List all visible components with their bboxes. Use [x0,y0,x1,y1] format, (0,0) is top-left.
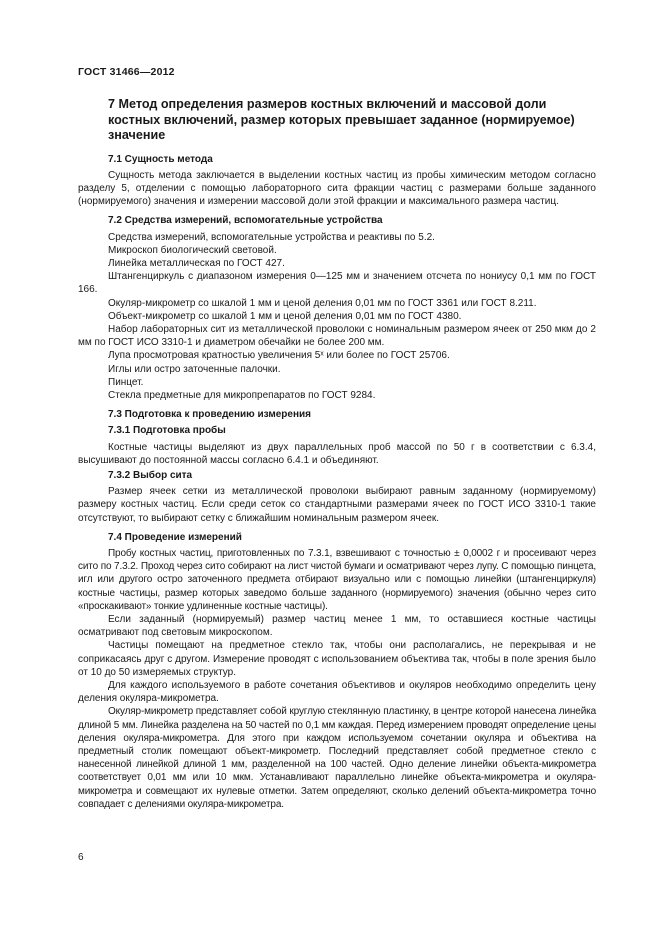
paragraph: Сущность метода заключается в выделении костных частиц из пробы химическим методом согласно разделу 5, отделении с помощью лабораторного сита фракции частиц с размерами больше заданного (нормируемого) значения и измерении массовой доли этой фракции и максимального размера частиц. [78,169,596,208]
heading-7-3-2: 7.3.2 Выбор сита [108,469,193,481]
heading-7-3: 7.3 Подготовка к проведению измерения [108,409,312,421]
paragraph: Костные частицы выделяют из двух параллельных проб массой по 50 г в соответствии с 6.3.4, высушивают до постоянной массы согласно 6.4.1 и объединяют. [78,441,596,466]
heading-7-1: 7.1 Сущность метода [108,153,213,165]
list-item: Лупа просмотровая кратностью увеличения 5ˣ или более по ГОСТ 25706. [108,350,450,362]
paragraph: Для каждого используемого в работе сочетания объективов и окуляров необходимо определить цену деления окуляра-микрометра. [78,680,596,705]
list-item: Иглы или остро заточенные палочки. [108,363,281,375]
list-item: Стекла предметные для микропрепаратов по ГОСТ 9284. [108,389,376,401]
list-item: Пинцет. [108,376,144,388]
heading-7-2: 7.2 Средства измерений, вспомогательные устройства [108,215,383,227]
paragraph: Окуляр-микрометр представляет собой круглую стеклянную пластинку, в центре которой нанесена линейка длиной 5 мм. Линейка разделена на 50 частей по 0,1 мм каждая. Перед измерением проводят определение цены деления окуляра-микрометра. Для этого при каждом используемом сочетании окуляра и объектива на предметный столик помещают объект-микрометр. Последний представляет собой предметное стекло с нанесенной линейкой длиной 1 мм, разделенной на 100 частей. Одно деление линейки объекта-микрометра соответствует 0,01 мм или 10 мкм. Устанавливают параллельно линейке объекта-микрометра и окуляра-микрометра и совмещают их нулевые отметки. Затем определяют, сколько делений объекта-микрометра точно совпадает с делениями окуляра-микрометра. [78,706,596,810]
paragraph: Частицы помещают на предметное стекло так, чтобы они располагались, не перекрывая и не соприкасаясь друг с другом. Измерение проводят с использованием объектива так, чтобы в поле зрения было от 10 до 50 измеряемых структур. [78,640,596,678]
document-id: ГОСТ 31466—2012 [78,66,175,78]
paragraph: Размер ячеек сетки из металлической проволоки выбирают равным заданному (нормируемому) размеру костных частиц. Если среди сеток со стандартными размерами ячеек по ГОСТ ИСО 3310-1 такие отсутствуют, то выбирают сетку с ближайшим номинальным размером ячеек. [78,486,596,524]
list-item: Микроскоп биологический световой. [108,244,277,256]
heading-7-4: 7.4 Проведение измерений [108,531,242,543]
page-content [78,97,596,811]
heading-7-3-1: 7.3.1 Подготовка пробы [108,425,226,437]
list-item: Набор лабораторных сит из металлической проволоки с номинальным размером ячеек от 250 мкм до 2 мм по ГОСТ ИСО 3310-1 и диаметром обечайки не более 200 мм. [78,323,596,349]
section-title: 7 Метод определения размеров костных включений и массовой доли костных включений, размер которых превышает заданное (нормируемое) значение [108,97,575,142]
list-item: Средства измерений, вспомогательные устройства и реактивы по 5.2. [108,231,435,243]
list-item: Окуляр-микрометр со шкалой 1 мм и ценой деления 0,01 мм по ГОСТ 3361 или ГОСТ 8.211. [108,297,537,309]
page-number: 6 [78,852,84,863]
list-item: Линейка металлическая по ГОСТ 427. [108,257,285,269]
paragraph: Пробу костных частиц, приготовленных по 7.3.1, взвешивают с точностью ± 0,0002 г и просеивают через сито по 7.3.2. Проход через сито собирают на лист чистой бумаги и осматривают через лупу. С помощью пинцета, игл или другого остро заточенного предмета отбирают визуально или с помощью линейки (штангенциркуля) костные частицы, размер которых заведомо больше заданного (нормируемого) значения (обычно через сито «проскакивают» тонкие удлиненные костные частицы). [78,547,596,612]
list-item: Штангенциркуль с диапазоном измерения 0—125 мм и значением отсчета по нониусу 0,1 мм по ГОСТ 166. [78,271,596,296]
list-item: Объект-микрометр со шкалой 1 мм и ценой деления 0,01 мм по ГОСТ 4380. [108,310,462,322]
paragraph: Если заданный (нормируемый) размер частиц менее 1 мм, то оставшиеся костные частицы осматривают под световым микроскопом. [78,614,596,639]
